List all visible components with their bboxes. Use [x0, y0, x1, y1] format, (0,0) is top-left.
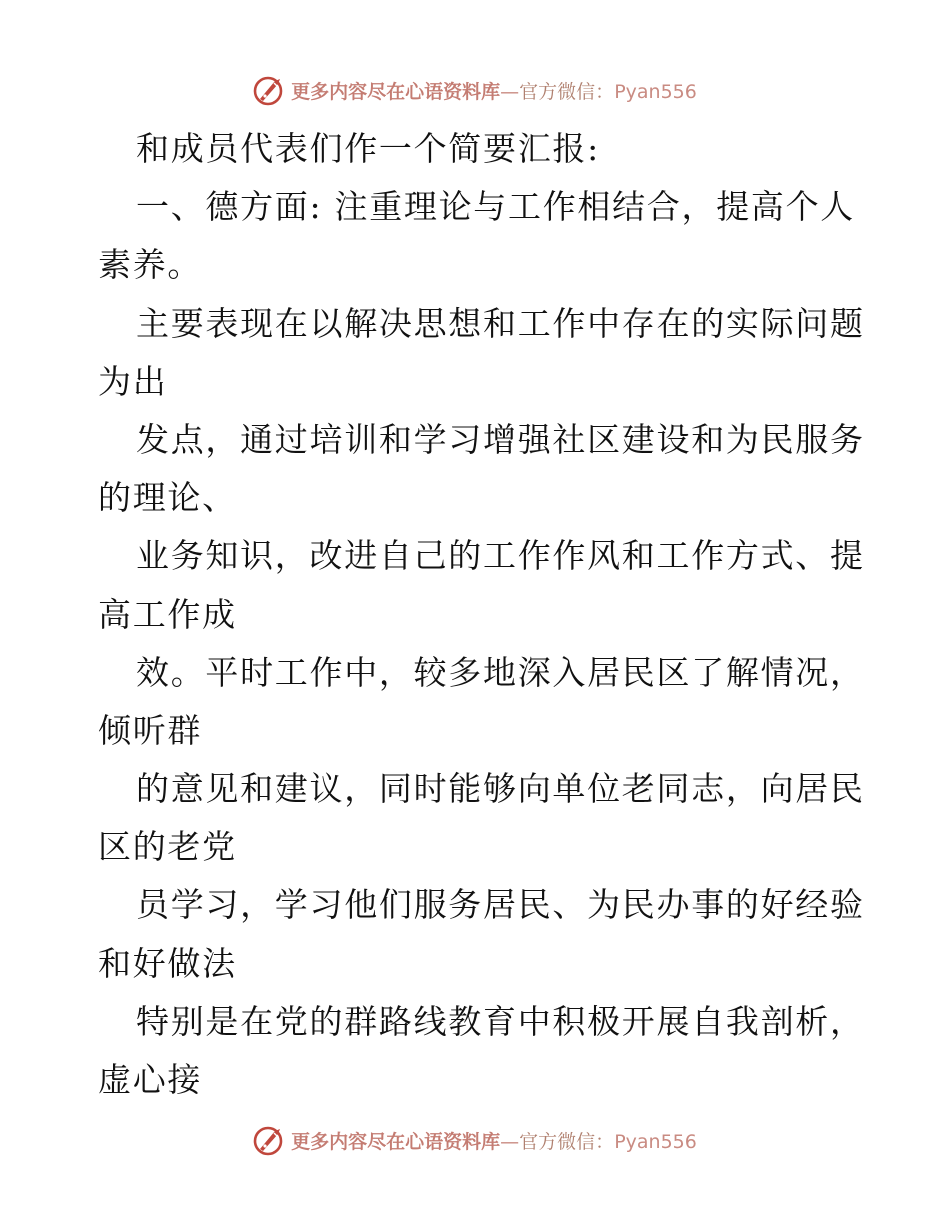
paragraph-line: 发点，通过培训和学习增强社区建设和为民服务: [136, 419, 865, 459]
banner-main-text: 更多内容尽在心语资料库: [291, 1130, 501, 1153]
paragraph-line: 和好做法: [98, 943, 237, 983]
banner-wechat-id: Pyan556: [614, 1130, 697, 1153]
banner-separator: —: [500, 1130, 520, 1153]
paragraph-line: 和成员代表们作一个简要汇报:: [136, 129, 600, 168]
paragraph-line: 业务知识，改进自己的工作作风和工作方式、提: [136, 536, 865, 576]
paragraph-line: 的理论、: [98, 478, 237, 518]
paragraph-line: 员学习，学习他们服务居民、为民办事的好经验: [136, 885, 865, 925]
paragraph-line: 一、德方面: 注重理论与工作相结合，提高个人: [136, 187, 856, 227]
banner-wechat-label: 官方微信：: [519, 80, 615, 103]
paragraph-line: 区的老党: [98, 827, 237, 867]
header-watermark-banner: [0, 70, 950, 110]
paragraph-line: 特别是在党的群路线教育中积极开展自我剖析，: [136, 1001, 865, 1041]
paragraph-line: 效。平时工作中，较多地深入居民区了解情况，: [136, 652, 865, 692]
paragraph-line: 为出: [98, 361, 168, 401]
document-body: [98, 120, 865, 1109]
paragraph-line: 的意见和建议，同时能够向单位老同志，向居民: [136, 769, 865, 809]
paragraph-line: 素养。: [98, 245, 203, 285]
footer-watermark-banner: [0, 1120, 950, 1160]
paragraph-line: 主要表现在以解决思想和工作中存在的实际问题: [136, 303, 865, 343]
paragraph-line: 高工作成: [98, 594, 237, 634]
fountain-pen-logo-icon: [253, 73, 287, 107]
banner-wechat-id: Pyan556: [614, 80, 697, 103]
paragraph-line: 虚心接: [98, 1060, 203, 1099]
banner-separator: —: [500, 80, 520, 103]
banner-main-text: 更多内容尽在心语资料库: [291, 80, 501, 103]
fountain-pen-logo-icon: [253, 1123, 287, 1157]
banner-wechat-label: 官方微信：: [519, 1130, 615, 1153]
paragraph-line: 倾听群: [98, 710, 203, 750]
